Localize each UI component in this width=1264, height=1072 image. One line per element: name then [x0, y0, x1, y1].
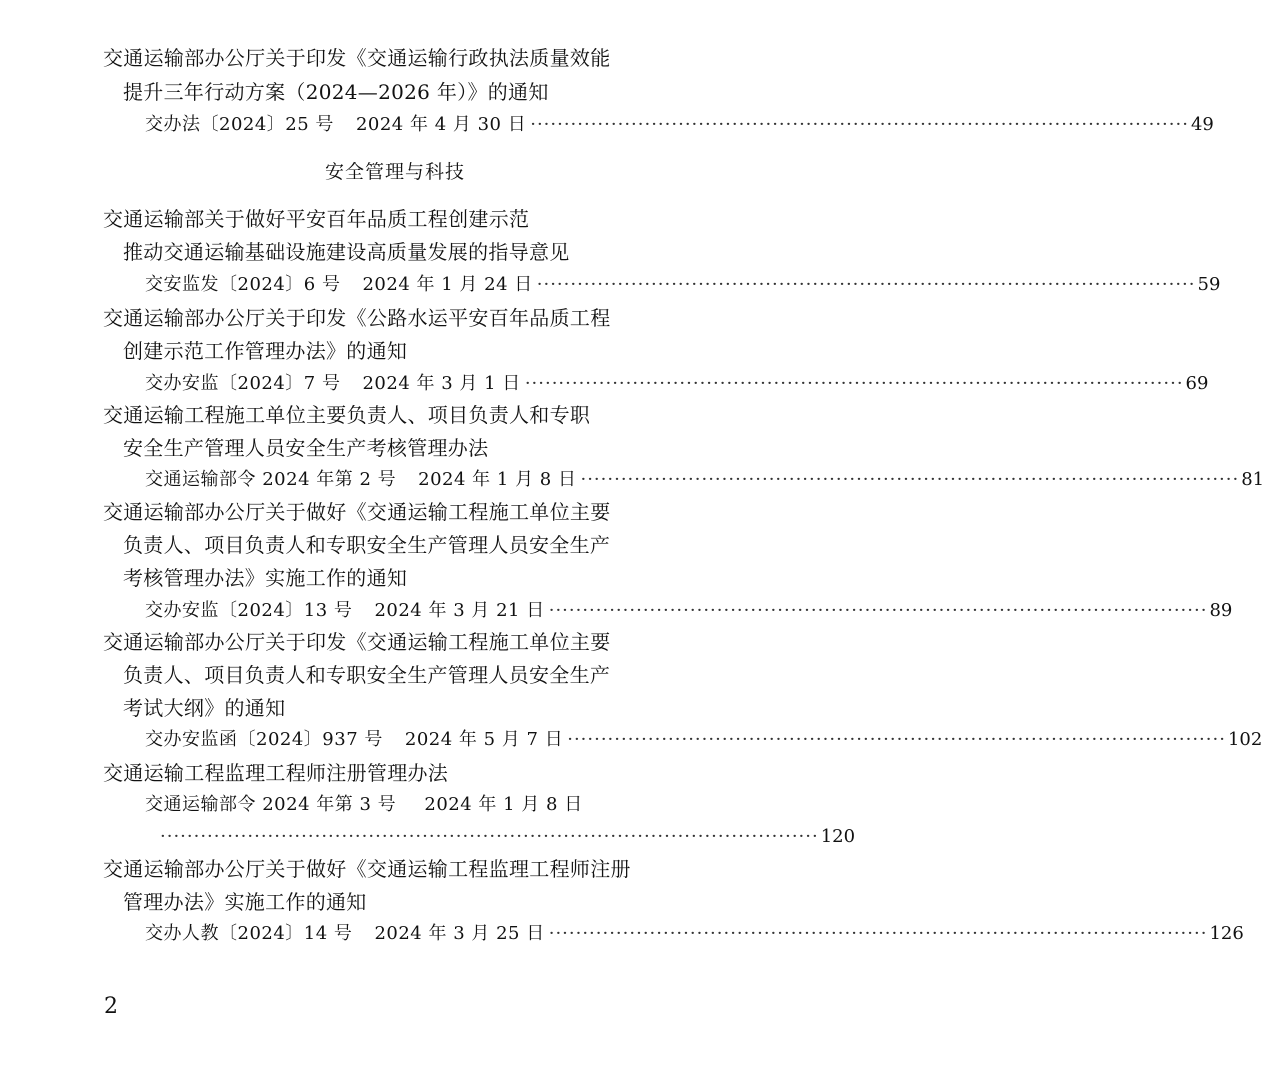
issue-date: 2024 年 5 月 7 日	[404, 729, 564, 750]
entry-title-line: 交通运输部办公厅关于做好《交通运输工程施工单位主要	[103, 500, 611, 524]
document-number: 交通运输部令 2024 年第 3 号	[145, 794, 397, 815]
entry-title-line: 管理办法》实施工作的通知	[123, 890, 367, 914]
dot-leader: ··································································································	[567, 729, 1226, 750]
entry-title-line: 提升三年行动方案（2024—2026 年）》的通知	[123, 80, 549, 104]
entry-title-line: 安全生产管理人员安全生产考核管理办法	[123, 436, 489, 460]
entry-title-line: 推动交通运输基础设施建设高质量发展的指导意见	[123, 240, 570, 264]
issue-date: 2024 年 4 月 30 日	[355, 114, 527, 135]
page-reference: 69	[1185, 373, 1209, 394]
entry-title-line: 交通运输工程施工单位主要负责人、项目负责人和专职	[103, 403, 591, 427]
entry-reference	[145, 273, 1221, 297]
dot-leader: ··································································································	[524, 373, 1184, 394]
entry-title-line: 交通运输工程监理工程师注册管理办法	[103, 761, 449, 785]
issue-date: 2024 年 1 月 8 日	[424, 794, 583, 815]
entry-reference	[145, 793, 583, 817]
entry-title-line: 考试大纲》的通知	[123, 696, 286, 720]
document-number: 交办安监〔2024〕13 号	[145, 600, 353, 621]
page-reference: 89	[1209, 600, 1233, 621]
page-reference: 126	[1209, 923, 1244, 944]
page-reference: 59	[1197, 274, 1221, 295]
document-number: 交办法〔2024〕25 号	[145, 114, 334, 135]
entry-reference	[145, 468, 1264, 492]
entry-title-line: 交通运输部关于做好平安百年品质工程创建示范	[103, 207, 530, 231]
entry-title-line: 交通运输部办公厅关于印发《公路水运平安百年品质工程	[103, 306, 611, 330]
entry-reference	[145, 372, 1209, 396]
dot-leader: ··································································································	[548, 923, 1208, 944]
entry-title-line: 创建示范工作管理办法》的通知	[123, 339, 408, 363]
dot-leader: ··································································································	[160, 826, 819, 847]
document-number: 交办安监函〔2024〕937 号	[145, 729, 383, 750]
page-reference: 102	[1227, 729, 1263, 750]
entry-title-line: 交通运输部办公厅关于印发《交通运输行政执法质量效能	[103, 46, 611, 70]
issue-date: 2024 年 1 月 8 日	[418, 469, 577, 490]
document-number: 交通运输部令 2024 年第 2 号	[145, 469, 397, 490]
entry-reference	[145, 113, 1214, 137]
section-heading: 安全管理与科技	[324, 161, 465, 183]
dot-leader: ··································································································	[548, 600, 1208, 621]
entry-reference	[145, 728, 1263, 752]
entry-title-line: 交通运输部办公厅关于印发《交通运输工程施工单位主要	[103, 630, 611, 654]
entry-title-line: 负责人、项目负责人和专职安全生产管理人员安全生产	[123, 533, 611, 557]
entry-title-line: 负责人、项目负责人和专职安全生产管理人员安全生产	[123, 663, 611, 687]
entry-page-line	[160, 825, 856, 849]
page-reference: 49	[1190, 114, 1214, 135]
issue-date: 2024 年 3 月 1 日	[362, 373, 521, 394]
dot-leader: ··································································································	[530, 114, 1189, 135]
entry-title-line: 交通运输部办公厅关于做好《交通运输工程监理工程师注册	[103, 857, 631, 881]
issue-date: 2024 年 3 月 25 日	[374, 923, 545, 944]
document-number: 交办人教〔2024〕14 号	[145, 923, 353, 944]
document-number: 交安监发〔2024〕6 号	[145, 274, 341, 295]
document-number: 交办安监〔2024〕7 号	[145, 373, 341, 394]
issue-date: 2024 年 3 月 21 日	[374, 600, 545, 621]
page-number: 2	[104, 994, 118, 1019]
entry-reference	[145, 599, 1233, 623]
page-reference: 81	[1241, 469, 1264, 490]
dot-leader: ··································································································	[580, 469, 1240, 490]
entry-reference	[145, 922, 1244, 946]
dot-leader: ··································································································	[536, 274, 1196, 295]
page-reference: 120	[820, 826, 856, 847]
issue-date: 2024 年 1 月 24 日	[362, 274, 533, 295]
entry-title-line: 考核管理办法》实施工作的通知	[123, 566, 408, 590]
